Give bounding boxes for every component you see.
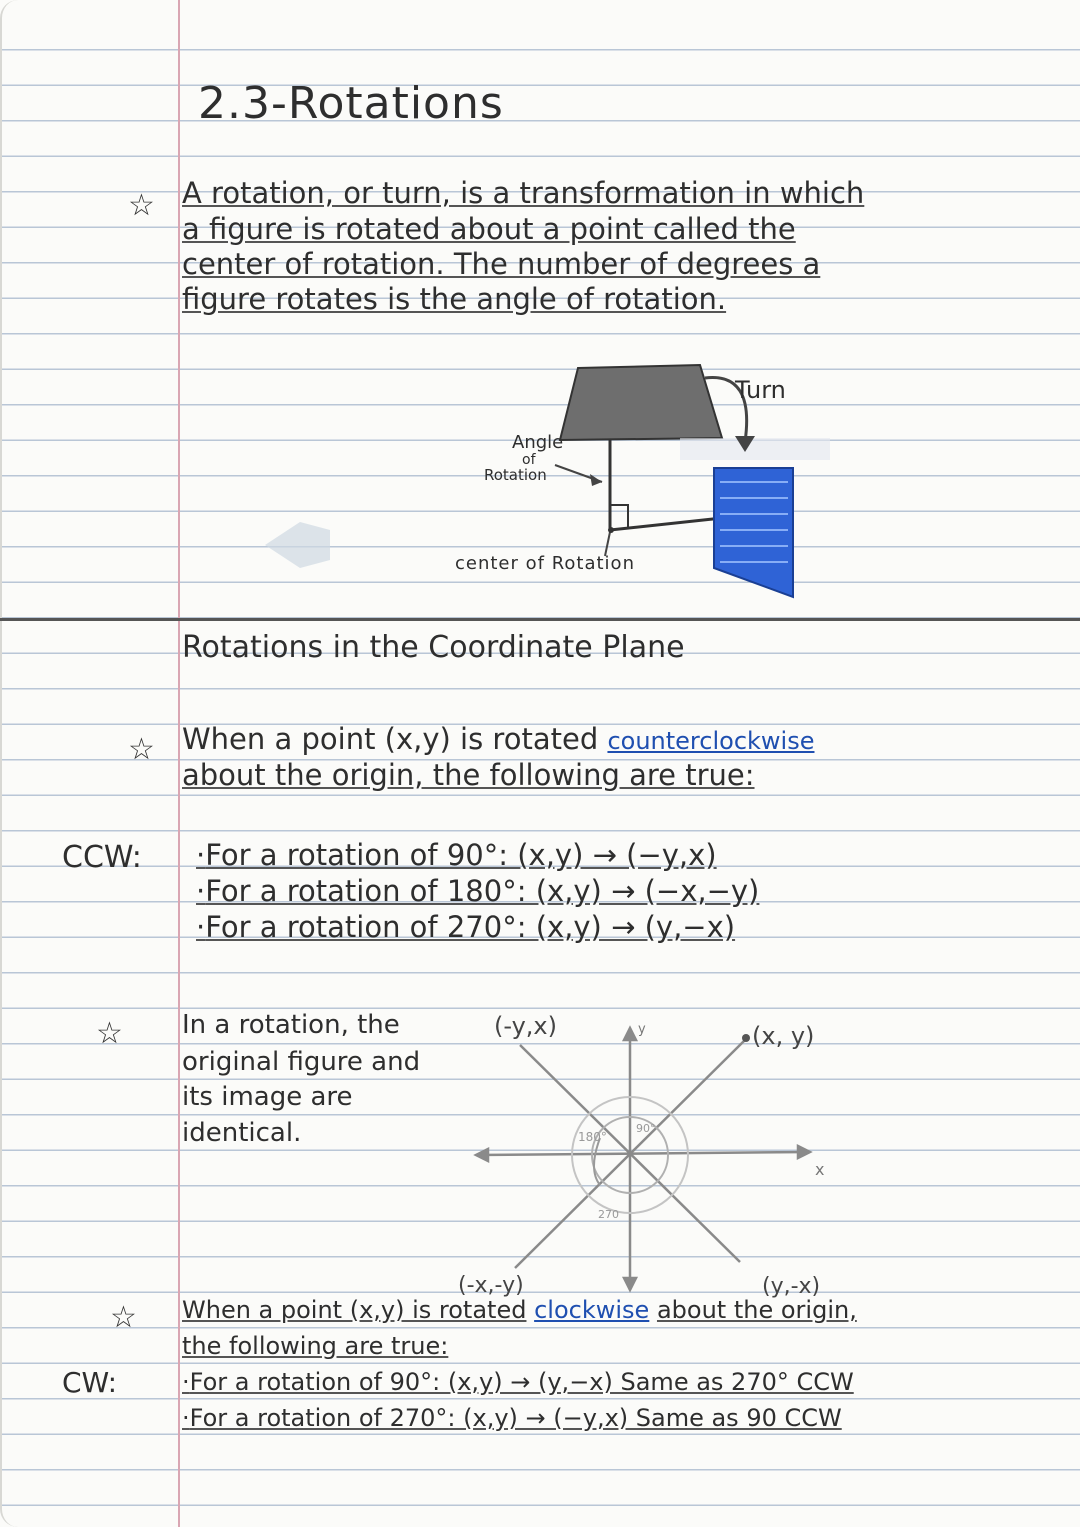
star-bullet: ☆ [128,732,155,767]
ccw-rule-90: ·For a rotation of 90°: (x,y) → (−y,x) [196,838,717,872]
definition-line-3: center of rotation. The number of degrees a [182,247,821,281]
cw-intro-text: When a point (x,y) is rotated [182,1296,527,1324]
ccw-rule-180: ·For a rotation of 180°: (x,y) → (−x,−y) [196,874,760,908]
ccw-rule-270: ·For a rotation of 270°: (x,y) → (y,−x) [196,910,736,944]
angle-180-label: 180° [578,1130,607,1144]
cw-intro-line-2: the following are true: [182,1332,449,1360]
page-title: 2.3-Rotations [198,78,504,129]
quadrant-4-label: (y,-x) [762,1274,821,1299]
cw-rule-270: ·For a rotation of 270°: (x,y) → (−y,x) Same as 90 CCW [182,1404,842,1432]
ccw-rule-270-text: For a rotation of 270°: (x,y) → (y,−x) [205,910,736,944]
ccw-rule-180-text: For a rotation of 180°: (x,y) → (−x,−y) [205,874,760,908]
ccw-intro-line-2: about the origin, the following are true: [182,758,755,792]
y-axis-label: y [638,1022,646,1037]
quadrant-2-label: (-y,x) [494,1012,557,1040]
note-line-1: In a rotation, the [182,1010,400,1040]
cw-intro-text-2: about the origin, [656,1296,857,1324]
x-axis-label: x [815,1160,825,1179]
star-bullet: ☆ [110,1300,137,1335]
star-bullet: ☆ [96,1016,123,1051]
quadrant-3-label: (-x,-y) [458,1273,524,1298]
angle-90-label: 90° [636,1122,656,1135]
angle-label-2: of [522,452,536,468]
angle-label-1: Angle [512,432,564,453]
angle-label-3: Rotation [484,466,547,484]
angle-270-label: 270 [598,1208,619,1221]
definition-line-1: A rotation, or turn, is a transformation in which [182,176,865,210]
cw-rule-90-text: For a rotation of 90°: (x,y) → (y,−x) Same as 270° CCW [189,1368,854,1396]
ccw-intro-text: When a point (x,y) is rotated [182,722,599,756]
clockwise-word: clockwise [534,1296,650,1324]
quadrant-1-label: (x, y) [752,1022,815,1050]
cw-tag: CW: [62,1366,118,1399]
ccw-tag: CCW: [62,840,142,875]
section-heading: Rotations in the Coordinate Plane [182,630,685,665]
note-line-3: its image are [182,1082,353,1112]
turn-label: Turn [735,376,786,404]
star-bullet: ☆ [128,188,155,223]
definition-line-2: a figure is rotated about a point called the [182,212,796,246]
ccw-rule-90-text: For a rotation of 90°: (x,y) → (−y,x) [205,838,717,872]
counterclockwise-word: counterclockwise [607,727,815,755]
note-line-2: original figure and [182,1047,421,1077]
cw-rule-270-text: For a rotation of 270°: (x,y) → (−y,x) Same as 90 CCW [189,1404,842,1432]
note-line-4: identical. [182,1118,302,1148]
center-of-rotation-label: center of Rotation [455,553,635,574]
definition-line-4: figure rotates is the angle of rotation. [182,282,727,316]
cw-rule-90: ·For a rotation of 90°: (x,y) → (y,−x) Same as 270° CCW [182,1368,854,1396]
cw-intro-line-1 [182,1296,857,1324]
